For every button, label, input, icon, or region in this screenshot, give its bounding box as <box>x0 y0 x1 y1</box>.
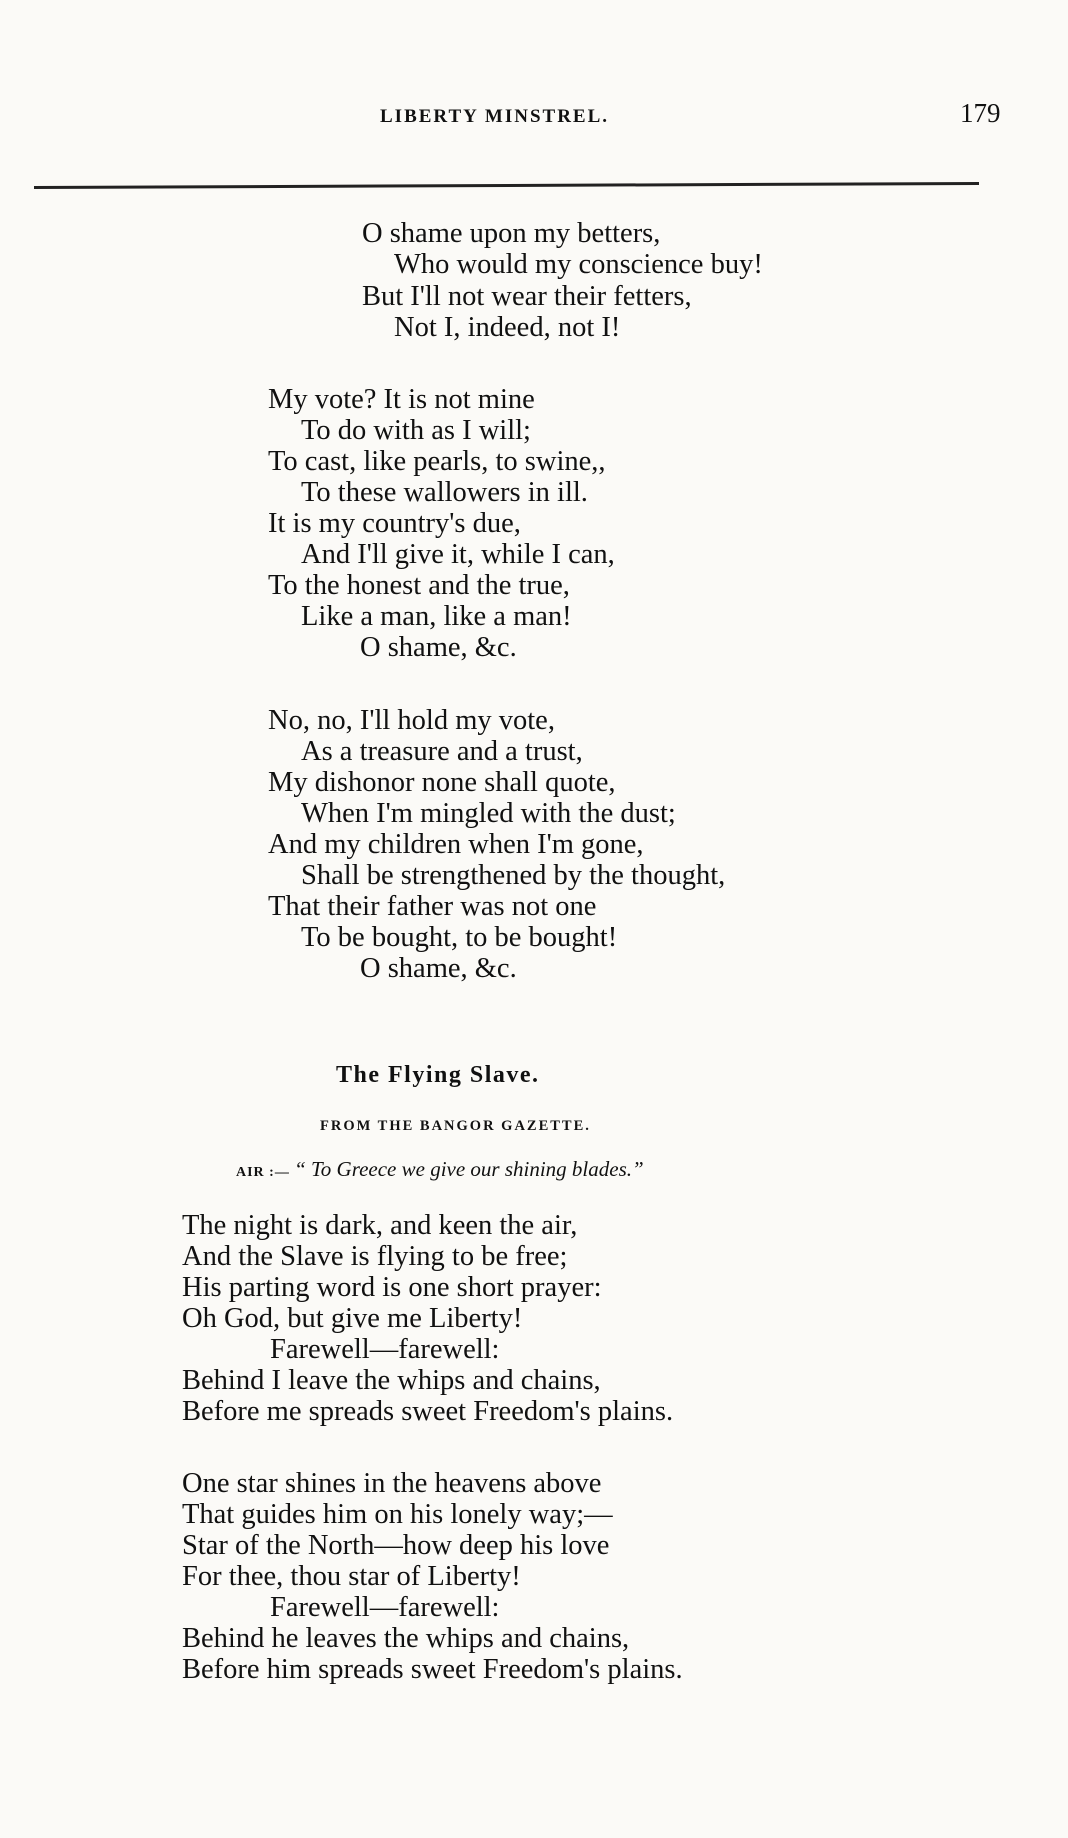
air-label: AIR :— <box>236 1165 290 1180</box>
poem-line: But I'll not wear their fetters, <box>362 281 692 312</box>
refrain-line: O shame, &c. <box>360 632 517 663</box>
poem-line: And I'll give it, while I can, <box>301 539 615 570</box>
poem-line: Like a man, like a man! <box>301 601 572 632</box>
poem-line: To be bought, to be bought! <box>301 922 618 953</box>
refrain-line: O shame, &c. <box>360 953 517 984</box>
poem-line: My vote? It is not mine <box>268 384 535 415</box>
air-tune: “ To Greece we give our shining blades.” <box>294 1157 644 1181</box>
poem-title: The Flying Slave. <box>336 1062 540 1088</box>
poem-line: Not I, indeed, not I! <box>394 312 621 343</box>
poem-line: No, no, I'll hold my vote, <box>268 705 555 736</box>
poem-line: My dishonor none shall quote, <box>268 767 616 798</box>
refrain-line: Farewell—farewell: <box>270 1334 500 1365</box>
poem-line: For thee, thou star of Liberty! <box>182 1561 521 1592</box>
poem-line: Star of the North—how deep his love <box>182 1530 610 1561</box>
poem-line: O shame upon my betters, <box>362 218 661 249</box>
poem-line: And the Slave is flying to be free; <box>182 1241 568 1272</box>
poem-line: As a treasure and a trust, <box>301 736 583 767</box>
poem-line: Behind he leaves the whips and chains, <box>182 1623 630 1654</box>
poem-line: To cast, like pearls, to swine,, <box>268 446 606 477</box>
poem-line: One star shines in the heavens above <box>182 1468 602 1499</box>
refrain-line: Farewell—farewell: <box>270 1592 500 1623</box>
poem-line: And my children when I'm gone, <box>268 829 644 860</box>
poem-line: That guides him on his lonely way;— <box>182 1499 613 1530</box>
poem-line: His parting word is one short prayer: <box>182 1272 602 1303</box>
poem-line: That their father was not one <box>268 891 597 922</box>
running-head: LIBERTY MINSTREL. <box>380 106 610 127</box>
poem-line: To these wallowers in ill. <box>301 477 588 508</box>
poem-line: Who would my conscience buy! <box>394 249 763 280</box>
poem-line: Before him spreads sweet Freedom's plains. <box>182 1654 683 1685</box>
poem-line: To do with as I will; <box>301 415 531 446</box>
poem-line: The night is dark, and keen the air, <box>182 1210 578 1241</box>
poem-line: Behind I leave the whips and chains, <box>182 1365 601 1396</box>
poem-line: Shall be strengthened by the thought, <box>301 860 726 891</box>
poem-source: FROM THE BANGOR GAZETTE. <box>320 1118 591 1134</box>
poem-line: To the honest and the true, <box>268 570 570 601</box>
poem-line: When I'm mingled with the dust; <box>301 798 676 829</box>
poem-air <box>236 1157 644 1182</box>
header-rule <box>34 182 979 189</box>
poem-line: Oh God, but give me Liberty! <box>182 1303 523 1334</box>
poem-line: It is my country's due, <box>268 508 521 539</box>
poem-line: Before me spreads sweet Freedom's plains. <box>182 1396 674 1427</box>
page-number: 179 <box>960 98 1001 128</box>
